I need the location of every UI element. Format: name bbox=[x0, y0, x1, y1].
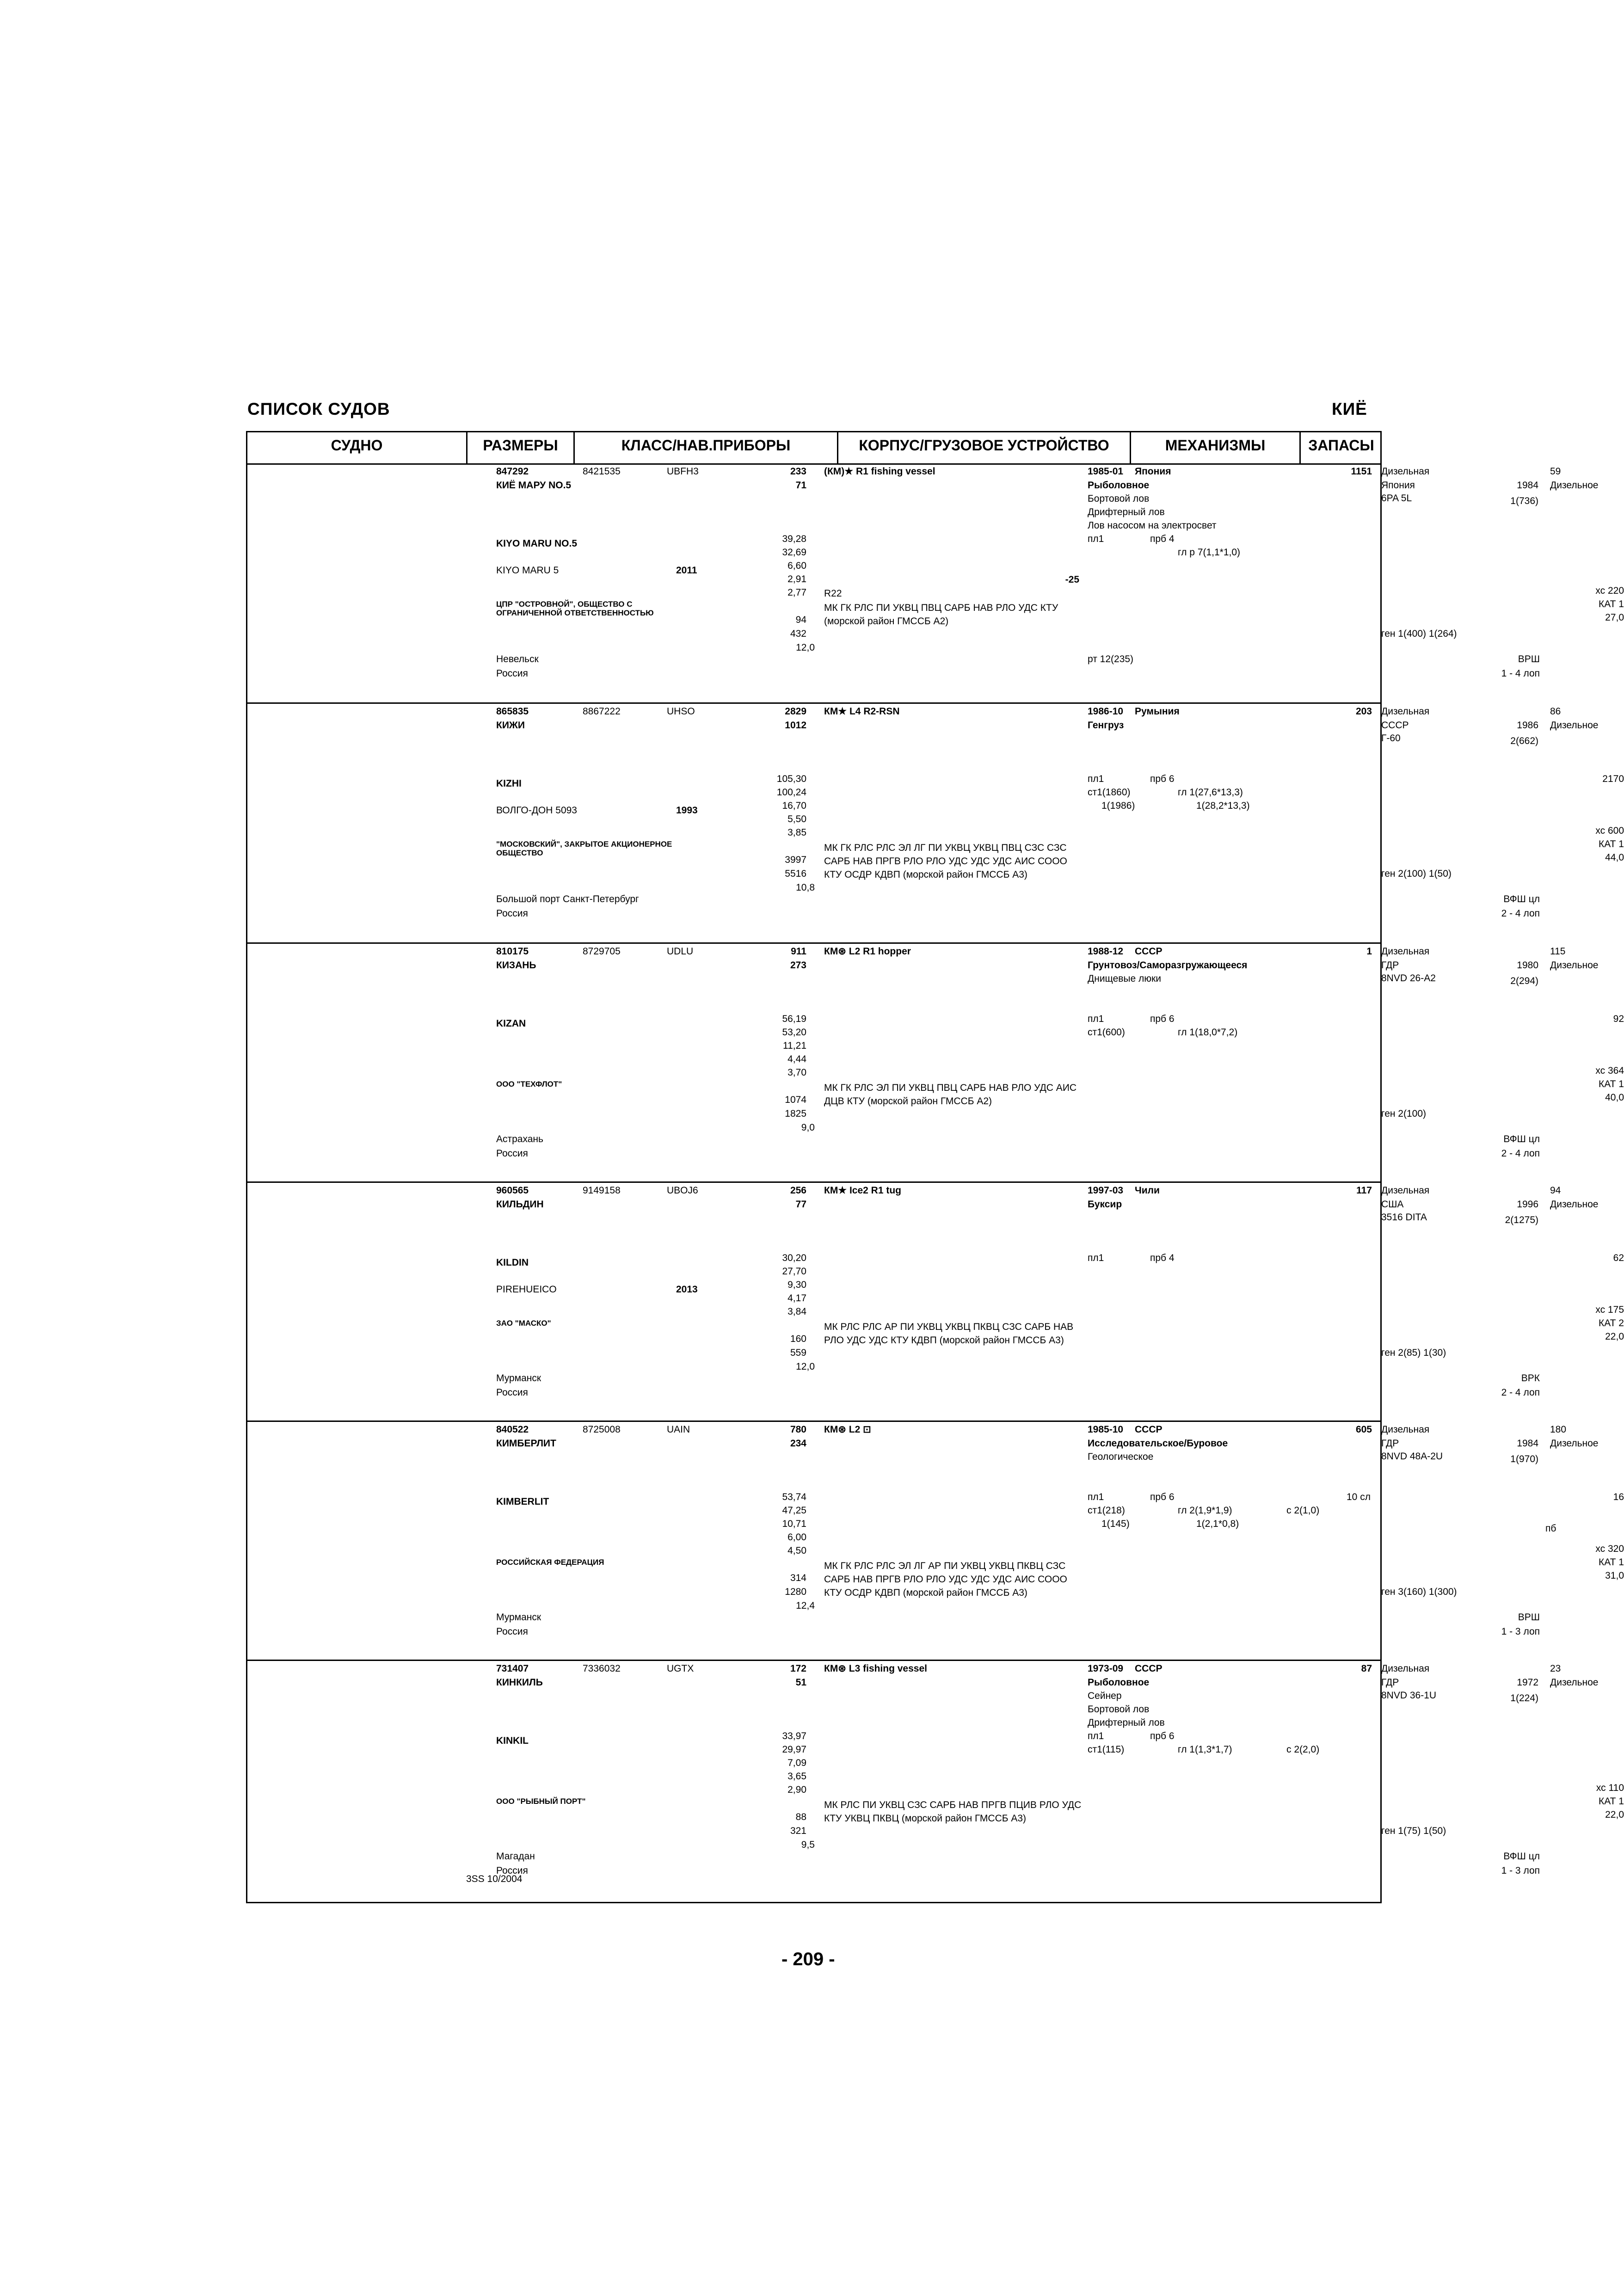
imo-number: 9149158 bbox=[583, 1185, 621, 1196]
propeller: ВРШ bbox=[1518, 654, 1540, 664]
build-date: 1985-01 bbox=[1088, 466, 1124, 477]
class-code: R22 bbox=[824, 588, 842, 599]
engine-country: ГДР bbox=[1381, 1677, 1399, 1688]
deadweight: 3997 bbox=[785, 855, 806, 865]
propeller-blades: 1 - 3 лоп bbox=[1501, 1865, 1540, 1876]
generators: ген 2(85) 1(30) bbox=[1381, 1347, 1446, 1358]
column-header: КОРПУС/ГРУЗОВОЕ УСТРОЙСТВО bbox=[859, 437, 1109, 454]
deck-spec: прб 6 bbox=[1150, 1014, 1175, 1024]
record-separator bbox=[246, 1181, 1382, 1183]
nav-equipment: МК РЛС ПИ УКВЦ СЗС САРБ НАВ ПРГВ ПЦИВ РЛО УДС КТУ УКВЦ ПКВЦ (морской район ГМССБ А3) bbox=[824, 1800, 1082, 1824]
generators: ген 1(400) 1(264) bbox=[1381, 628, 1457, 639]
autonomy: хс 110 bbox=[1596, 1783, 1624, 1793]
dimension-value: 7,09 bbox=[787, 1758, 806, 1768]
owner: ООО "РЫБНЫЙ ПОРТ" bbox=[496, 1797, 586, 1806]
deck-spec: прб 6 bbox=[1150, 774, 1175, 784]
engine-year: 1980 bbox=[1517, 960, 1538, 971]
vessel-type: Дрифтерный лов bbox=[1088, 1717, 1165, 1728]
registry-number: 731407 bbox=[496, 1663, 529, 1674]
ship-name-lat: KIYO MARU NO.5 bbox=[496, 538, 578, 549]
supply-days: 22,0 bbox=[1605, 1809, 1624, 1820]
vessel-type: Сейнер bbox=[1088, 1691, 1122, 1701]
build-country: Румыния bbox=[1135, 706, 1180, 717]
engine-type: Дизельная bbox=[1381, 1663, 1430, 1674]
engine-country: Япония bbox=[1381, 480, 1415, 491]
propeller-blades: 2 - 4 лоп bbox=[1501, 1148, 1540, 1159]
propeller: ВФШ цл bbox=[1503, 894, 1540, 904]
class-notation: КМ★ Ice2 R1 tug bbox=[824, 1185, 902, 1196]
cargo-capacity: 62 bbox=[1613, 1253, 1624, 1263]
engine-country: ГДР bbox=[1381, 960, 1399, 971]
class-notation: КМ★ L4 R2-RSN bbox=[824, 706, 900, 717]
deadweight: 160 bbox=[790, 1334, 806, 1344]
dimension-value: 6,60 bbox=[787, 560, 806, 571]
section-label: КИЁ bbox=[1332, 400, 1367, 418]
engine-power: 2(294) bbox=[1510, 976, 1538, 986]
engine-year: 1984 bbox=[1517, 480, 1538, 491]
fuel-type: Дизельное bbox=[1550, 960, 1599, 971]
extra-spec: 10 сл bbox=[1347, 1492, 1371, 1502]
call-sign: UBFH3 bbox=[667, 466, 699, 477]
call-sign: UHSO bbox=[667, 706, 695, 717]
deck-spec: пл1 bbox=[1088, 534, 1104, 544]
generators: ген 2(100) 1(50) bbox=[1381, 868, 1452, 879]
generators: ген 3(160) 1(300) bbox=[1381, 1587, 1457, 1597]
home-port: Мурманск bbox=[496, 1612, 541, 1623]
registry-number: 810175 bbox=[496, 946, 529, 957]
flag-state: Россия bbox=[496, 908, 528, 919]
flag-state: Россия bbox=[496, 1148, 528, 1159]
former-name: PIREHUEICO bbox=[496, 1284, 557, 1295]
supply-days: 27,0 bbox=[1605, 612, 1624, 623]
generators: ген 2(100) bbox=[1381, 1108, 1427, 1119]
category: КАТ 1 bbox=[1599, 1557, 1624, 1568]
speed: 12,4 bbox=[796, 1600, 815, 1611]
engine-model: 3516 DITA bbox=[1381, 1212, 1427, 1223]
page-title: СПИСОК СУДОВ bbox=[247, 400, 390, 418]
home-port: Магадан bbox=[496, 1851, 535, 1862]
deck-spec: гл 1(1,3*1,7) bbox=[1178, 1744, 1232, 1755]
category: КАТ 2 bbox=[1599, 1318, 1624, 1328]
build-country: Чили bbox=[1135, 1185, 1160, 1196]
owner: ЗАО "МАСКО" bbox=[496, 1319, 551, 1328]
temperature: -25 bbox=[1065, 574, 1079, 585]
call-sign: UAIN bbox=[667, 1424, 690, 1435]
owner: РОССИЙСКАЯ ФЕДЕРАЦИЯ bbox=[496, 1558, 604, 1567]
nav-equipment: МК РЛС РЛС АР ПИ УКВЦ УКВЦ ПКВЦ СЗС САРБ НАВ РЛО УДС УДС КТУ КДВП (морской район ГМССБ А3) bbox=[824, 1322, 1074, 1346]
autonomy: хс 175 bbox=[1595, 1304, 1624, 1315]
flag-state: Россия bbox=[496, 1626, 528, 1637]
speed: 9,5 bbox=[801, 1839, 815, 1850]
displacement: 559 bbox=[790, 1347, 806, 1358]
autonomy: хс 364 bbox=[1595, 1065, 1624, 1076]
net-tonnage: 71 bbox=[795, 480, 806, 491]
former-year: 2011 bbox=[676, 565, 697, 576]
deck-spec: прб 6 bbox=[1150, 1731, 1175, 1741]
nav-equipment: МК ГК РЛС ЭЛ ПИ УКВЦ ПВЦ САРБ НАВ РЛО УДС АИС ДЦВ КТУ (морской район ГМССБ А2) bbox=[824, 1082, 1077, 1107]
deadweight: 88 bbox=[795, 1812, 806, 1822]
extra-spec: рт 12(235) bbox=[1088, 654, 1134, 664]
vessel-type: Геологическое bbox=[1088, 1451, 1154, 1462]
deck-spec: ст1(115) bbox=[1088, 1744, 1125, 1755]
former-name: KIYO MARU 5 bbox=[496, 565, 559, 576]
fuel-type: Дизельное bbox=[1550, 1199, 1599, 1210]
category: КАТ 1 bbox=[1599, 1796, 1624, 1807]
speed: 12,0 bbox=[796, 1361, 815, 1372]
deck-spec: ст1(600) bbox=[1088, 1027, 1125, 1038]
former-year: 2013 bbox=[676, 1284, 698, 1295]
displacement: 1825 bbox=[785, 1108, 806, 1119]
vessel-type: Дрифтерный лов bbox=[1088, 507, 1165, 517]
build-country: СССР bbox=[1135, 946, 1163, 957]
fuel-capacity: 180 bbox=[1550, 1424, 1567, 1435]
gross-tonnage: 780 bbox=[790, 1424, 806, 1435]
deadweight: 1074 bbox=[785, 1095, 806, 1105]
dimension-value: 3,70 bbox=[787, 1067, 806, 1078]
engine-type: Дизельная bbox=[1381, 1424, 1430, 1435]
dimension-value: 30,20 bbox=[782, 1253, 806, 1263]
engine-power: 2(662) bbox=[1510, 736, 1538, 746]
class-notation: КМ⊛ L2 R1 hopper bbox=[824, 946, 911, 957]
yard-number: 605 bbox=[1355, 1424, 1372, 1435]
dimension-value: 56,19 bbox=[782, 1014, 806, 1024]
yard-number: 1151 bbox=[1351, 466, 1372, 477]
engine-power: 2(1275) bbox=[1505, 1215, 1538, 1225]
gross-tonnage: 2829 bbox=[785, 706, 806, 717]
deadweight: 94 bbox=[795, 615, 806, 625]
engine-model: Г-60 bbox=[1381, 733, 1401, 744]
propeller: ВРШ bbox=[1518, 1612, 1540, 1623]
call-sign: UDLU bbox=[667, 946, 694, 957]
page-number: - 209 - bbox=[781, 1949, 835, 1969]
supply-days: 31,0 bbox=[1605, 1570, 1624, 1581]
deck-spec: ст1(1860) bbox=[1088, 787, 1131, 798]
vessel-type: Лов насосом на электросвет bbox=[1088, 520, 1217, 531]
speed: 10,8 bbox=[796, 882, 815, 893]
displacement: 432 bbox=[790, 628, 806, 639]
fuel-capacity: 86 bbox=[1550, 706, 1561, 717]
displacement: 1280 bbox=[785, 1587, 806, 1597]
fuel-capacity: 115 bbox=[1550, 946, 1566, 957]
engine-year: 1996 bbox=[1517, 1199, 1538, 1210]
build-date: 1988-12 bbox=[1088, 946, 1124, 957]
deck-spec: гл р 7(1,1*1,0) bbox=[1178, 547, 1241, 558]
deck-spec: гл 1(27,6*13,3) bbox=[1178, 787, 1243, 798]
deck-spec: 1(2,1*0,8) bbox=[1196, 1519, 1239, 1529]
deadweight: 314 bbox=[790, 1573, 806, 1583]
propeller: ВРК bbox=[1521, 1373, 1540, 1384]
column-header: ЗАПАСЫ bbox=[1308, 437, 1374, 454]
deck-spec: гл 2(1,9*1,9) bbox=[1178, 1505, 1232, 1516]
engine-model: 8NVD 26-A2 bbox=[1381, 973, 1436, 984]
engine-model: 8NVD 36-1U bbox=[1381, 1690, 1437, 1701]
propeller: ВФШ цл bbox=[1503, 1134, 1540, 1144]
fuel-type: Дизельное bbox=[1550, 1677, 1599, 1688]
call-sign: UGTX bbox=[667, 1663, 694, 1674]
dimension-value: 27,70 bbox=[782, 1266, 806, 1277]
footer-code: 3SS 10/2004 bbox=[466, 1874, 523, 1884]
engine-type: Дизельная bbox=[1381, 946, 1430, 957]
gross-tonnage: 233 bbox=[790, 466, 806, 477]
propeller-blades: 1 - 3 лоп bbox=[1501, 1626, 1540, 1637]
deck-spec: пл1 bbox=[1088, 1731, 1104, 1741]
deck-spec: гл 1(18,0*7,2) bbox=[1178, 1027, 1238, 1038]
ship-name-ru: КИЁ МАРУ NO.5 bbox=[496, 480, 572, 491]
speed: 12,0 bbox=[796, 642, 815, 653]
net-tonnage: 1012 bbox=[785, 720, 806, 731]
build-country: СССР bbox=[1135, 1663, 1163, 1674]
vessel-type: Рыболовное bbox=[1088, 1677, 1150, 1688]
engine-year: 1972 bbox=[1517, 1677, 1538, 1688]
ship-name-ru: КИЛЬДИН bbox=[496, 1199, 544, 1210]
dimension-value: 2,90 bbox=[787, 1784, 806, 1795]
fuel-capacity: 23 bbox=[1550, 1663, 1561, 1674]
ship-name-ru: КИЖИ bbox=[496, 720, 525, 731]
ship-name-ru: КИМБЕРЛИТ bbox=[496, 1438, 556, 1449]
deck-spec: прб 6 bbox=[1150, 1492, 1175, 1502]
ship-name-lat: KINKIL bbox=[496, 1735, 529, 1746]
record-separator bbox=[246, 702, 1382, 704]
propeller: ВФШ цл bbox=[1503, 1851, 1540, 1862]
nav-equipment: МК ГК РЛС ПИ УКВЦ ПВЦ САРБ НАВ РЛО УДС КТУ (морской район ГМССБ А2) bbox=[824, 603, 1058, 627]
engine-power: 1(224) bbox=[1510, 1693, 1538, 1704]
category: КАТ 1 bbox=[1599, 599, 1624, 609]
registry-number: 865835 bbox=[496, 706, 529, 717]
deck-spec: 1(145) bbox=[1101, 1519, 1130, 1529]
home-port: Мурманск bbox=[496, 1373, 541, 1384]
class-notation: (КМ)★ R1 fishing vessel bbox=[824, 466, 935, 477]
engine-model: 8NVD 48A-2U bbox=[1381, 1451, 1443, 1462]
home-port: Астрахань bbox=[496, 1134, 543, 1144]
home-port: Невельск bbox=[496, 654, 539, 664]
ship-name-lat: KILDIN bbox=[496, 1257, 529, 1268]
cargo-capacity: 92 bbox=[1613, 1014, 1624, 1024]
displacement: 321 bbox=[790, 1826, 806, 1836]
vessel-type: Генгруз bbox=[1088, 720, 1124, 731]
vessel-type: Рыболовное bbox=[1088, 480, 1150, 491]
column-header: РАЗМЕРЫ bbox=[483, 437, 558, 454]
build-date: 1986-10 bbox=[1088, 706, 1124, 717]
dimension-value: 3,65 bbox=[787, 1771, 806, 1782]
registry-number: 840522 bbox=[496, 1424, 529, 1435]
net-tonnage: 77 bbox=[795, 1199, 806, 1210]
engine-type: Дизельная bbox=[1381, 1185, 1430, 1196]
vessel-type: Бортовой лов bbox=[1088, 493, 1150, 504]
deck-spec: 1(28,2*13,3) bbox=[1196, 800, 1250, 811]
net-tonnage: 234 bbox=[790, 1438, 806, 1449]
engine-power: 1(736) bbox=[1510, 496, 1538, 506]
imo-number: 8725008 bbox=[583, 1424, 621, 1435]
dimension-value: 33,97 bbox=[782, 1731, 806, 1741]
supply-days: 44,0 bbox=[1605, 852, 1624, 863]
engine-country: ГДР bbox=[1381, 1438, 1399, 1449]
flag-state: Россия bbox=[496, 668, 528, 679]
pb-mark: пб bbox=[1545, 1523, 1556, 1534]
engine-model: 6PA 5L bbox=[1381, 493, 1412, 504]
fuel-capacity: 59 bbox=[1550, 466, 1561, 477]
record-separator bbox=[246, 1660, 1382, 1661]
yard-number: 203 bbox=[1355, 706, 1372, 717]
category: КАТ 1 bbox=[1599, 839, 1624, 849]
ship-name-lat: KIMBERLIT bbox=[496, 1496, 549, 1507]
engine-country: США bbox=[1381, 1199, 1404, 1210]
dimension-value: 53,20 bbox=[782, 1027, 806, 1038]
gross-tonnage: 911 bbox=[791, 946, 806, 957]
dimension-value: 2,91 bbox=[787, 574, 806, 584]
nav-equipment: МК ГК РЛС РЛС ЭЛ ЛГ ПИ УКВЦ УКВЦ ПВЦ СЗС СЗС САРБ НАВ ПРГВ РЛО РЛО УДС УДС УДС АИС СООО КТУ ОСДР КДВП (морской район ГМССБ А3) bbox=[824, 843, 1067, 880]
dimension-value: 32,69 bbox=[782, 547, 806, 558]
former-year: 1993 bbox=[676, 805, 698, 816]
crane-spec: с 2(2,0) bbox=[1286, 1744, 1320, 1755]
dimension-value: 6,00 bbox=[787, 1532, 806, 1543]
autonomy: хс 320 bbox=[1595, 1544, 1624, 1554]
engine-year: 1984 bbox=[1517, 1438, 1538, 1449]
supply-days: 40,0 bbox=[1605, 1092, 1624, 1103]
flag-state: Россия bbox=[496, 1387, 528, 1398]
deck-spec: пл1 bbox=[1088, 1253, 1104, 1263]
call-sign: UBOJ6 bbox=[667, 1185, 698, 1196]
autonomy: хс 600 bbox=[1595, 825, 1624, 836]
cargo-capacity: 2170 bbox=[1602, 774, 1624, 784]
home-port: Большой порт Санкт-Петербург bbox=[496, 894, 639, 904]
dimension-value: 4,44 bbox=[787, 1054, 806, 1064]
ship-name-ru: КИНКИЛЬ bbox=[496, 1677, 543, 1688]
vessel-type: Исследовательское/Буровое bbox=[1088, 1438, 1228, 1449]
deck-spec: ст1(218) bbox=[1088, 1505, 1125, 1516]
gross-tonnage: 172 bbox=[790, 1663, 806, 1674]
build-date: 1997-03 bbox=[1088, 1185, 1124, 1196]
imo-number: 8867222 bbox=[583, 706, 621, 717]
registry-number: 847292 bbox=[496, 466, 529, 477]
engine-type: Дизельная bbox=[1381, 466, 1430, 477]
deck-spec: пл1 bbox=[1088, 774, 1104, 784]
imo-number: 8729705 bbox=[583, 946, 621, 957]
gross-tonnage: 256 bbox=[790, 1185, 806, 1196]
vessel-type: Грунтовоз/Саморазгружающееся bbox=[1088, 960, 1248, 971]
column-header: МЕХАНИЗМЫ bbox=[1165, 437, 1266, 454]
displacement: 5516 bbox=[785, 868, 806, 879]
owner: "МОСКОВСКИЙ", ЗАКРЫТОЕ АКЦИОНЕРНОЕ ОБЩЕСТВО bbox=[496, 840, 672, 857]
yard-number: 1 bbox=[1366, 946, 1372, 957]
ship-name-lat: KIZHI bbox=[496, 778, 522, 789]
fuel-capacity: 94 bbox=[1550, 1185, 1561, 1196]
owner: ООО "ТЕХФЛОТ" bbox=[496, 1080, 562, 1089]
build-country: Япония bbox=[1135, 466, 1171, 477]
deck-spec: прб 4 bbox=[1150, 1253, 1175, 1263]
generators: ген 1(75) 1(50) bbox=[1381, 1826, 1446, 1836]
dimension-value: 47,25 bbox=[782, 1505, 806, 1516]
vessel-type: Днищевые люки bbox=[1088, 973, 1161, 984]
deck-spec: 1(1986) bbox=[1101, 800, 1135, 811]
dimension-value: 3,84 bbox=[787, 1306, 806, 1317]
dimension-value: 4,50 bbox=[787, 1545, 806, 1556]
propeller-blades: 2 - 4 лоп bbox=[1501, 1387, 1540, 1398]
autonomy: хс 220 bbox=[1595, 585, 1624, 596]
vessel-type: Буксир bbox=[1088, 1199, 1122, 1210]
dimension-value: 10,71 bbox=[782, 1519, 806, 1529]
propeller-blades: 1 - 4 лоп bbox=[1501, 668, 1540, 679]
fuel-type: Дизельное bbox=[1550, 480, 1599, 491]
yard-number: 87 bbox=[1361, 1663, 1372, 1674]
fuel-type: Дизельное bbox=[1550, 1438, 1599, 1449]
ship-name-ru: КИЗАНЬ bbox=[496, 960, 536, 971]
dimension-value: 105,30 bbox=[776, 774, 806, 784]
deck-spec: пл1 bbox=[1088, 1492, 1104, 1502]
dimension-value: 5,50 bbox=[787, 814, 806, 824]
net-tonnage: 273 bbox=[790, 960, 806, 971]
cargo-capacity: 16 bbox=[1613, 1492, 1624, 1502]
dimension-value: 16,70 bbox=[782, 800, 806, 811]
category: КАТ 1 bbox=[1599, 1079, 1624, 1089]
engine-power: 1(970) bbox=[1510, 1454, 1538, 1464]
yard-number: 117 bbox=[1356, 1185, 1372, 1196]
dimension-value: 100,24 bbox=[776, 787, 806, 798]
speed: 9,0 bbox=[801, 1122, 815, 1133]
propeller-blades: 2 - 4 лоп bbox=[1501, 908, 1540, 919]
header-underline bbox=[246, 463, 1382, 465]
imo-number: 8421535 bbox=[583, 466, 621, 477]
column-header: КЛАСС/НАВ.ПРИБОРЫ bbox=[621, 437, 791, 454]
dimension-value: 11,21 bbox=[783, 1040, 806, 1051]
record-separator bbox=[246, 1421, 1382, 1422]
dimension-value: 2,77 bbox=[787, 587, 806, 598]
build-country: СССР bbox=[1135, 1424, 1163, 1435]
engine-year: 1986 bbox=[1517, 720, 1538, 731]
former-name: ВОЛГО-ДОН 5093 bbox=[496, 805, 577, 816]
supply-days: 22,0 bbox=[1605, 1331, 1624, 1342]
vessel-type: Бортовой лов bbox=[1088, 1704, 1150, 1715]
dimension-value: 39,28 bbox=[782, 534, 806, 544]
registry-number: 960565 bbox=[496, 1185, 529, 1196]
ship-name-lat: KIZAN bbox=[496, 1018, 526, 1029]
record-separator bbox=[246, 942, 1382, 944]
dimension-value: 4,17 bbox=[787, 1293, 806, 1304]
deck-spec: прб 4 bbox=[1150, 534, 1175, 544]
dimension-value: 29,97 bbox=[782, 1744, 806, 1755]
engine-type: Дизельная bbox=[1381, 706, 1430, 717]
flag-state: Россия bbox=[496, 1865, 528, 1876]
imo-number: 7336032 bbox=[583, 1663, 621, 1674]
dimension-value: 3,85 bbox=[787, 827, 806, 838]
build-date: 1973-09 bbox=[1088, 1663, 1124, 1674]
crane-spec: с 2(1,0) bbox=[1286, 1505, 1320, 1516]
build-date: 1985-10 bbox=[1088, 1424, 1124, 1435]
dimension-value: 9,30 bbox=[787, 1279, 806, 1290]
owner: ЦПР "ОСТРОВНОЙ", ОБЩЕСТВО С ОГРАНИЧЕННОЙ ОТВЕТСТВЕННОСТЬЮ bbox=[496, 600, 654, 617]
net-tonnage: 51 bbox=[795, 1677, 806, 1688]
fuel-type: Дизельное bbox=[1550, 720, 1599, 731]
class-notation: КМ⊛ L3 fishing vessel bbox=[824, 1663, 927, 1674]
engine-country: СССР bbox=[1381, 720, 1409, 731]
column-header: СУДНО bbox=[331, 437, 383, 454]
dimension-value: 53,74 bbox=[782, 1492, 806, 1502]
class-notation: КМ⊛ L2 ⊡ bbox=[824, 1424, 871, 1435]
deck-spec: пл1 bbox=[1088, 1014, 1104, 1024]
nav-equipment: МК ГК РЛС РЛС ЭЛ ЛГ АР ПИ УКВЦ УКВЦ ПКВЦ СЗС САРБ НАВ ПРГВ РЛО РЛО УДС УДС УДС АИС СООО КТУ ОСДР КДВП (морской район ГМССБ А3) bbox=[824, 1561, 1067, 1598]
